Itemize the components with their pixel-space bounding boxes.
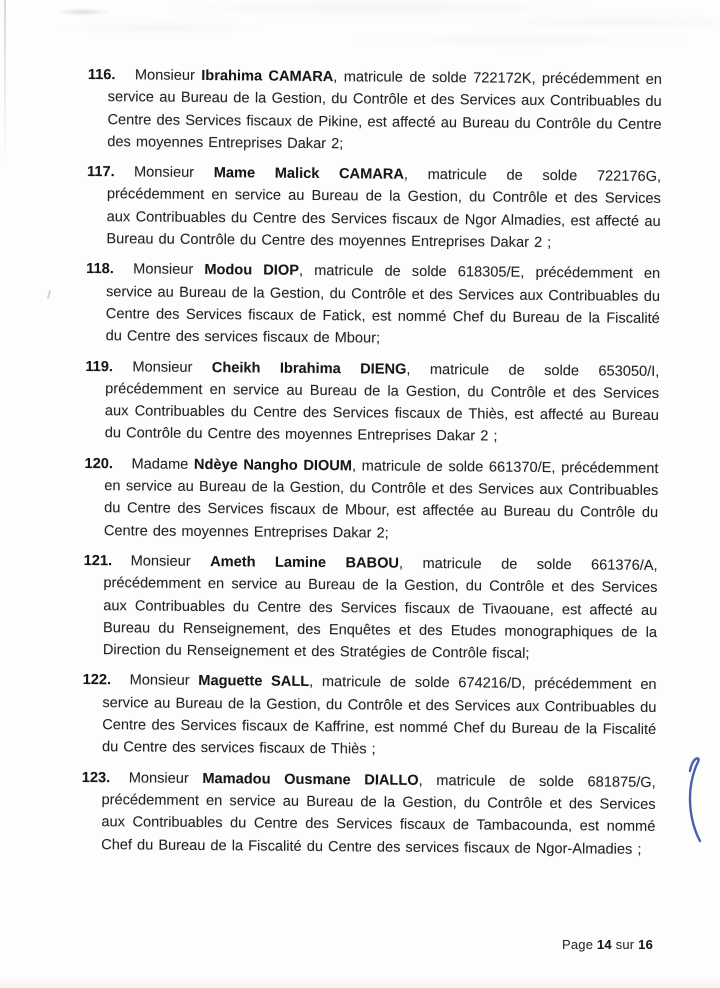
entry-text: , matricule de solde 681875/G, précédemment en service au Bureau de la Gestion, du Contrôle et des Services aux Contribuables du Centre des Services fiscaux de Tambacounda, est nommé Chef du Bureau de la Fiscalité du Centre des services fiscaux de Ngor-Almadies ; [101, 772, 656, 858]
entry-number: 121. [83, 552, 113, 570]
entry-civility: Monsieur [134, 67, 196, 84]
page-footer [562, 937, 653, 952]
entry-person-name: Ndèye Nangho DIOUM [193, 456, 353, 475]
entry-paragraph [81, 767, 656, 861]
entry-paragraph [86, 259, 661, 353]
entry-civility: Monsieur [128, 769, 189, 787]
entry-text: , matricule de solde 722172K, précédemment en service au Bureau de la Gestion, du Contrôle et des Services aux Contribuables du Centre des Services fiscaux de Pikine, est affecté au Bureau du Contrôle du Centre des moyennes Entreprises Dakar 2; [107, 69, 662, 153]
entry-civility: Monsieur [129, 672, 190, 690]
entry-number: 116. [87, 66, 116, 84]
entry-paragraph [84, 453, 659, 547]
entry-paragraph [87, 64, 662, 158]
entry-person-name: Maguette SALL [198, 673, 310, 691]
entry-text: , matricule de solde 653050/I, précédemment en service au Bureau de la Gestion, du Contrôle et des Services aux Contribuables du Centre des Services fiscaux de Thiès, est affecté au Bureau du Contrôle du Centre des moyennes Entreprises Dakar 2 ; [104, 361, 660, 446]
entry-paragraph [83, 550, 658, 666]
entry-civility: Monsieur [132, 358, 193, 376]
entry-person-name: Ameth Lamine BABOU [210, 554, 400, 572]
entry-paragraph [85, 356, 660, 450]
entry-paragraph [86, 161, 662, 255]
entry-civility: Monsieur [133, 261, 194, 279]
entry-person-name: Cheikh Ibrahima DIENG [211, 359, 407, 378]
entry-text: , matricule de solde 722176G, précédemment en service au Bureau de la Gestion, du Contrôle et des Services aux Contribuables du Centre des Services fiscaux de Ngor Almadies, est affecté au Bureau du Contrôle du Centre des moyennes Entreprises Dakar 2 ; [106, 166, 662, 252]
entry-text: , matricule de solde 674216/D, précédemment en service au Bureau de la Gestion, du Contrôle et des Services aux Contribuables du Centre des Services fiscaux de Kaffrine, est nommé Chef du Bureau de la Fiscalité du Centre des services fiscaux de Thiès ; [101, 674, 657, 758]
scan-bottom-shadow [0, 976, 720, 988]
entries-list [0, 63, 720, 861]
entry-number: 120. [84, 455, 113, 472]
footer-separator: sur [615, 937, 635, 952]
entry-civility: Monsieur [130, 553, 191, 570]
footer-label: Page [562, 937, 594, 952]
pen-stroke-path [690, 758, 700, 841]
footer-page-number: 14 [596, 937, 612, 952]
entry-person-name: Mame Malick CAMARA [213, 165, 404, 183]
entry-paragraph [82, 670, 657, 764]
entry-number: 119. [85, 358, 114, 375]
entry-civility: Madame [131, 456, 189, 473]
handwritten-pen-mark [681, 756, 707, 844]
entry-text: , matricule de solde 661370/E, précédemment en service au Bureau de la Gestion, du Contrôle et des Services aux Contribuables du Centre des Services fiscaux de Mbour, est affectée au Bureau du Contrôle du Centre des moyennes Entreprises Dakar 2; [103, 458, 659, 542]
entry-person-name: Mamadou Ousmane DIALLO [202, 770, 419, 789]
entry-person-name: Modou DIOP [204, 262, 300, 280]
entry-number: 117. [86, 164, 115, 181]
scan-smudge [56, 8, 110, 16]
entry-number: 118. [86, 261, 114, 278]
document-body [0, 63, 720, 869]
entry-text: , matricule de solde 661376/A, précédemment en service au Bureau de la Gestion, du Contrôle et des Services aux Contribuables du Centre des Services fiscaux de Tivaouane, est affecté au Bureau du Renseignement, des Enquêtes et des Etudes monographiques de la Direction du Renseignement et des Stratégies de Contrôle fiscal; [102, 555, 658, 662]
entry-number: 123. [81, 769, 111, 786]
entry-number: 122. [82, 672, 112, 689]
entry-person-name: Ibrahima CAMARA [201, 67, 334, 86]
entry-text: , matricule de solde 618305/E, précédemment en service au Bureau de la Gestion, du Contrôle et des Services aux Contribuables du Centre des Services fiscaux de Fatick, est nommé Chef du Bureau de la Fiscalité du Centre des services fiscaux de Mbour; [105, 263, 661, 347]
footer-total-pages: 16 [638, 937, 654, 952]
entry-civility: Monsieur [133, 164, 195, 182]
